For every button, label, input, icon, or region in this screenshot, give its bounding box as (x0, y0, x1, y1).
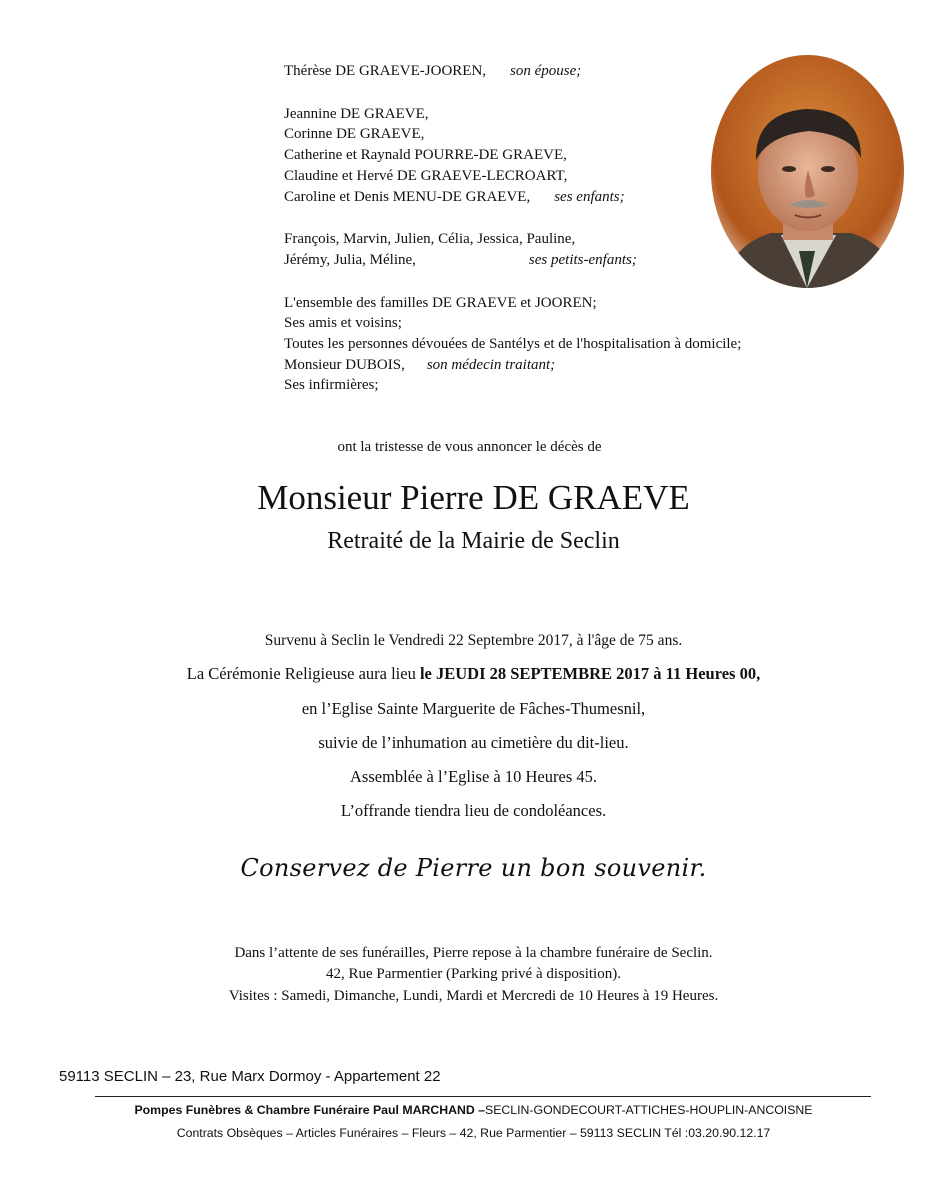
burial-line: suivie de l’inhumation au cimetière du dit-lieu. (318, 733, 629, 752)
child-line: Catherine et Raynald POURRE-DE GRAEVE, (284, 147, 567, 164)
ceremony-prefix: La Cérémonie Religieuse aura lieu (186, 664, 416, 683)
child-line (284, 187, 741, 208)
funeral-home-services: Contrats Obsèques – Articles Funéraires – Fleurs – 42, Rue Parmentier – 59113 SECLIN Tél :03.20.90.12.17 (176, 1126, 771, 1140)
others-line: Toutes les personnes dévouées de Santélys et de l'hospitalisation à domicile; (284, 336, 742, 353)
family-address: 59113 SECLIN – 23, Rue Marx Dormoy - Appartement 22 (59, 1068, 441, 1085)
funeral-home-line (0, 1103, 947, 1117)
others-line: L'ensemble des familles DE GRAEVE et JOOREN; (284, 294, 597, 311)
doctor-role: son médecin traitant; (426, 356, 556, 373)
church-line: en l’Eglise Sainte Marguerite de Fâches-Thumesnil, (301, 699, 646, 718)
offering-line: L’offrande tiendra lieu de condoléances. (340, 801, 607, 820)
others-line: Ses infirmières; (284, 377, 379, 394)
spouse-role: son épouse; (510, 63, 582, 79)
child-name: Caroline et Denis MENU-DE GRAEVE, (284, 188, 531, 205)
child-line: Claudine et Hervé DE GRAEVE-LECROART, (284, 167, 568, 184)
spouse-name: Thérèse DE GRAEVE-JOOREN, (284, 63, 487, 79)
family-list (284, 61, 741, 396)
death-line: Survenu à Seclin le Vendredi 22 Septembre 2017, à l'âge de 75 ans. (264, 632, 683, 649)
visits-line-1: Dans l’attente de ses funérailles, Pierre repose à la chambre funéraire de Seclin. (234, 945, 713, 961)
child-line: Jeannine DE GRAEVE, (284, 105, 429, 122)
grandchildren-role: ses petits-enfants; (528, 251, 637, 268)
deceased-title: Retraité de la Mairie de Seclin (327, 528, 620, 554)
spouse-line (284, 61, 741, 82)
motto: Conservez de Pierre un bon souvenir. (240, 854, 707, 882)
ceremony-line (0, 664, 947, 684)
visits-line-2: 42, Rue Parmentier (Parking privé à disposition). (326, 966, 621, 982)
deceased-name: Monsieur Pierre DE GRAEVE (257, 478, 690, 517)
visits-line-3: Visites : Samedi, Dimanche, Lundi, Mardi et Mercredi de 10 Heures à 19 Heures. (228, 988, 719, 1004)
others-line: Ses amis et voisins; (284, 315, 402, 332)
grandchildren-names: Jérémy, Julia, Méline, (284, 251, 416, 268)
child-line: Corinne DE GRAEVE, (284, 126, 425, 143)
portrait-photo (711, 55, 904, 288)
doctor-line (284, 355, 741, 376)
children-role: ses enfants; (554, 188, 625, 205)
grandchildren-line: François, Marvin, Julien, Célia, Jessica, Pauline, (284, 231, 576, 248)
announcement-text: ont la tristesse de vous annoncer le décès de (337, 439, 602, 455)
ceremony-date: le JEUDI 28 SEPTEMBRE 2017 à 11 Heures 00, (419, 664, 761, 683)
footer-divider (95, 1096, 871, 1097)
funeral-home-towns: SECLIN-GONDECOURT-ATTICHES-HOUPLIN-ANCOISNE (485, 1103, 813, 1117)
grandchildren-line (284, 250, 741, 271)
funeral-home-name: Pompes Funèbres & Chambre Funéraire Paul MARCHAND – (134, 1103, 486, 1117)
doctor-name: Monsieur DUBOIS, (284, 356, 405, 373)
assembly-line: Assemblée à l’Eglise à 10 Heures 45. (350, 767, 597, 786)
